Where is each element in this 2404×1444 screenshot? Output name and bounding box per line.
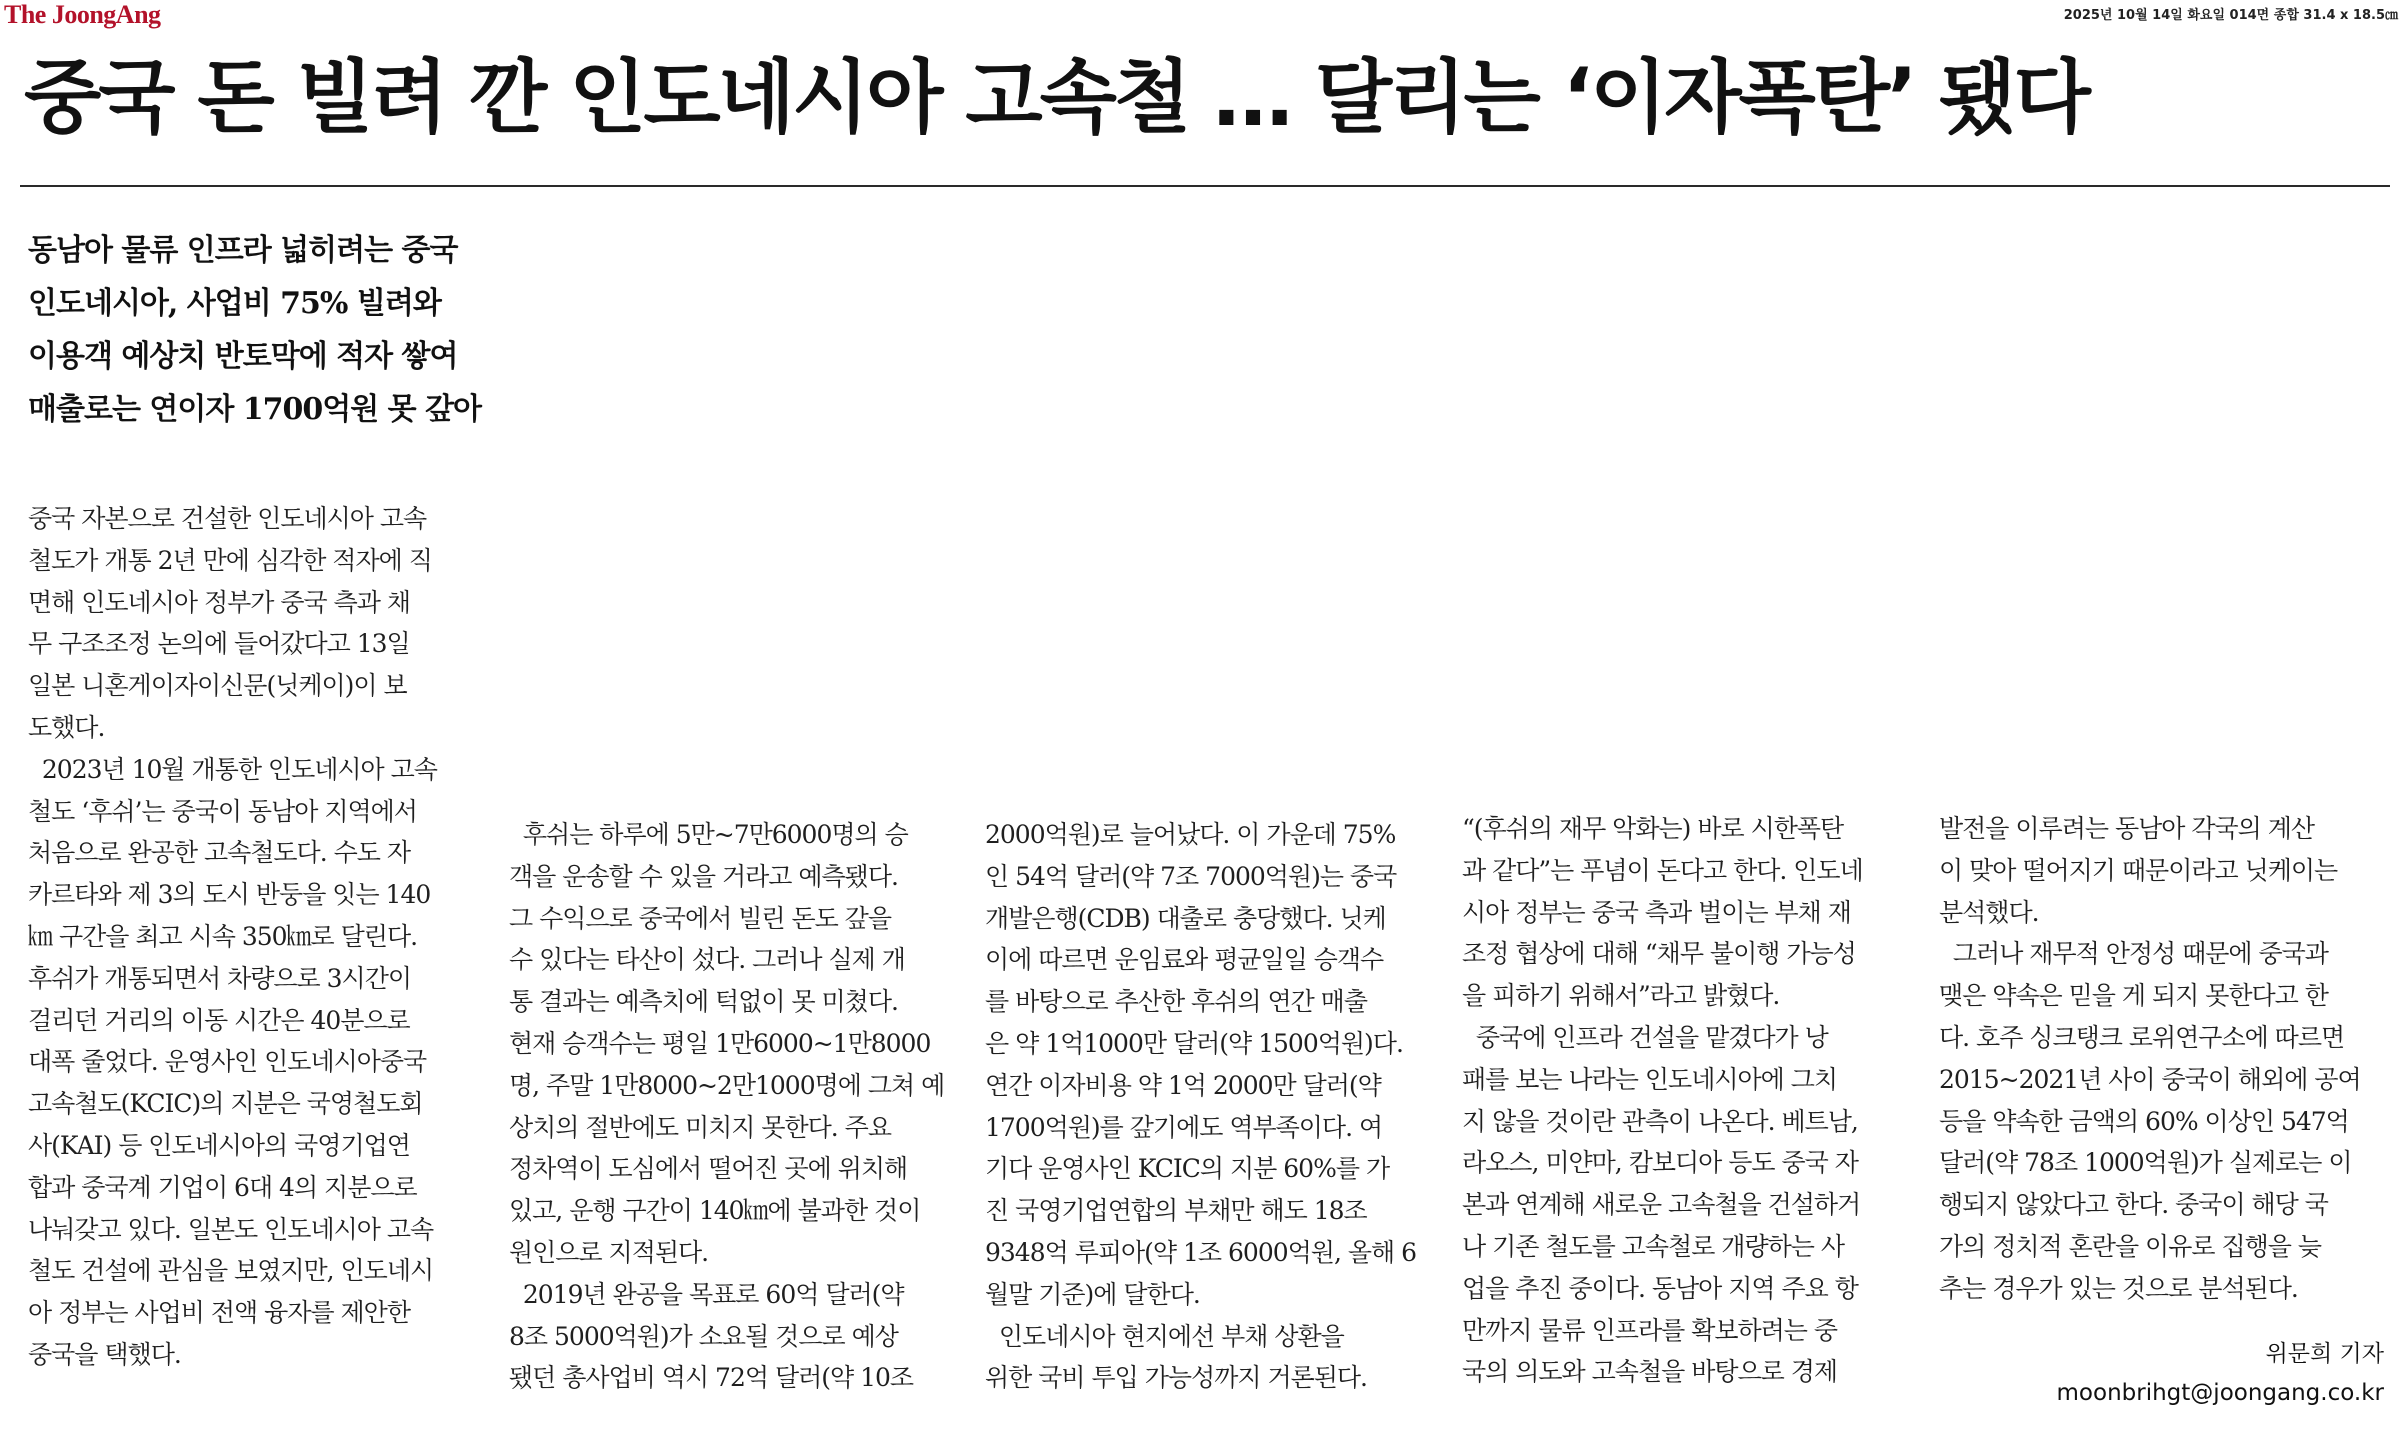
article-text-line: 무 구조조정 논의에 들어갔다고 13일 [28,629,410,659]
article-text-line: 월말 기준)에 달한다. [985,1279,1200,1309]
subheads [28,224,498,436]
article-text-line: 분석했다. [1939,897,2039,927]
article-text-line: 행되지 않았다고 한다. 중국이 해당 국 [1939,1190,2328,1220]
subhead-line: 동남아 물류 인프라 넓히려는 중국 [28,233,458,268]
byline-name: 위문희 기자 [2265,1341,2384,1367]
article-text-line: 발전을 이루려는 동남아 각국의 계산 [1939,814,2315,843]
article-text-line: 카르타와 제 3의 도시 반둥을 잇는 140 [28,880,431,910]
article-text-line: 2000억원)로 늘어났다. 이 가운데 75% [985,820,1396,849]
article-text-line: 합과 중국계 기업이 6대 4의 지분으로 [28,1172,417,1202]
article-text-line: 후쉬가 개통되면서 차량으로 3시간이 [28,963,411,993]
article-text-line: 을 피하기 위해서”라고 밝혔다. [1462,981,1780,1011]
article-text-line: 인 54억 달러(약 7조 7000억원)는 중국 [985,861,1397,891]
article-text-line: 됐던 총사업비 역시 72억 달러(약 10조 [509,1363,914,1393]
subhead-line: 인도네시아, 사업비 75% 빌려와 [28,286,441,321]
article-text-line: 도했다. [28,712,105,742]
article-text-line: 1700억원)를 갚기에도 역부족이다. 여 [985,1112,1383,1142]
article-text-line: 철도가 개통 2년 만에 심각한 적자에 직 [28,545,432,575]
article-text-line: 과 같다”는 푸념이 돈다고 한다. 인도네 [1462,855,1863,885]
article-text-line: 등을 약속한 금액의 60% 이상인 547억 [1939,1106,2349,1136]
article-text-line: 가의 정치적 혼란을 이유로 집행을 늦 [1939,1231,2321,1261]
article-text-line: 추는 경우가 있는 것으로 분석된다. [1939,1273,2298,1303]
article-text-line: 면해 인도네시아 정부가 중국 측과 채 [28,587,410,617]
article-text-line: 시아 정부는 중국 측과 벌이는 부채 재 [1462,897,1851,927]
article-text-line: “(후쉬의 재무 악화는) 바로 시한폭탄 [1462,814,1844,843]
article-text-line: 패를 보는 나라는 인도네시아에 그치 [1462,1064,1838,1094]
article-text-line: 2015~2021년 사이 중국이 해외에 공여 [1939,1064,2361,1094]
article-text-line: 다. 호주 싱크탱크 로위연구소에 따르면 [1939,1022,2345,1052]
byline-email: moonbrihgt@joongang.co.kr [2056,1380,2384,1406]
article-text-line: 국의 의도와 고속철을 바탕으로 경제 [1462,1357,1838,1387]
article-column-1 [28,498,482,1376]
article-text-line: 객을 운송할 수 있을 거라고 예측됐다. [509,861,898,891]
article-text-line: 를 바탕으로 추산한 후쉬의 연간 매출 [985,987,1367,1017]
article-column-3 [985,814,1439,1399]
article-text-line: 원인으로 지적된다. [509,1237,709,1267]
article-text-line: 중국 자본으로 건설한 인도네시아 고속 [28,504,427,533]
article-text-line: 명, 주말 1만8000~2만1000명에 그쳐 예 [509,1070,945,1100]
headline: 중국 돈 빌려 깐 인도네시아 고속철 … 달리는 ‘이자폭탄’ 됐다 [24,51,2088,144]
article-column-5 [1939,808,2393,1310]
article-column-4 [1462,808,1916,1393]
article-text-line: 8조 5000억원)가 소요될 것으로 예상 [509,1321,898,1351]
article-text-line: 맺은 약속은 믿을 게 되지 못한다고 한 [1939,981,2328,1011]
article-text-line: 2023년 10월 개통한 인도네시아 고속 [28,754,437,784]
subhead-line: 이용객 예상치 반토막에 적자 쌓여 [28,339,458,374]
article-text-line: 철도 건설에 관심을 보였지만, 인도네시 [28,1256,434,1286]
article-column-2 [509,814,963,1399]
article-text-line: 연간 이자비용 약 1억 2000만 달러(약 [985,1070,1381,1100]
article-text-line: 정차역이 도심에서 떨어진 곳에 위치해 [509,1154,908,1184]
article-text-line: 지 않을 것이란 관측이 나온다. 베트남, [1462,1106,1858,1136]
article-text-line: 통 결과는 예측치에 턱없이 못 미쳤다. [509,987,898,1017]
article-text-line: 업을 추진 중이다. 동남아 지역 주요 항 [1462,1273,1858,1303]
article-text-line: 진 국영기업연합의 부채만 해도 18조 [985,1196,1367,1226]
article-text-line: 라오스, 미얀마, 캄보디아 등도 중국 자 [1462,1148,1858,1178]
article-text-line: 본과 연계해 새로운 고속철을 건설하거 [1462,1190,1861,1220]
article-text-line: 아 정부는 사업비 전액 융자를 제안한 [28,1298,410,1328]
article-text-line: 그러나 재무적 안정성 때문에 중국과 [1939,939,2328,969]
article-text-line: 은 약 1억1000만 달러(약 1500억원)다. [985,1028,1403,1058]
article-text-line: 이에 따르면 운임료와 평균일일 승객수 [985,945,1384,975]
article-text-line: 일본 니혼게이자이신문(닛케이)이 보 [28,671,407,701]
article-text-line: 대폭 줄었다. 운영사인 인도네시아중국 [28,1047,427,1077]
article-text-line: 철도 ‘후쉬’는 중국이 동남아 지역에서 [28,796,417,826]
article-text-line: 만까지 물류 인프라를 확보하려는 중 [1462,1315,1838,1345]
article-text-line: 기다 운영사인 KCIC의 지분 60%를 가 [985,1154,1390,1184]
article-text-line: 조정 협상에 대해 “채무 불이행 가능성 [1462,939,1856,969]
article-text-line: 나눠갖고 있다. 일본도 인도네시아 고속 [28,1214,434,1244]
article-text-line: 개발은행(CDB) 대출로 충당했다. 닛케 [985,903,1386,933]
article-text-line: 고속철도(KCIC)의 지분은 국영철도회 [28,1089,423,1119]
article-text-line: ㎞ 구간을 최고 시속 350㎞로 달린다. [28,921,418,951]
article-text-line: 나 기존 철도를 고속철로 개량하는 사 [1462,1231,1844,1261]
article-text-line: 걸리던 거리의 이동 시간은 40분으로 [28,1005,410,1035]
article-text-line: 수 있다는 타산이 섰다. 그러나 실제 개 [509,945,905,975]
article-text-line: 중국을 택했다. [28,1339,181,1369]
masthead [0,0,2404,30]
article-text-line: 이 맞아 떨어지기 때문이라고 닛케이는 [1939,855,2338,885]
article-text-line: 후쉬는 하루에 5만~7만6000명의 승 [509,820,908,849]
article-text-line: 중국에 인프라 건설을 맡겼다가 낭 [1462,1022,1828,1052]
article-text-line: 위한 국비 투입 가능성까지 거론된다. [985,1363,1367,1393]
article-text-line: 2019년 완공을 목표로 60억 달러(약 [509,1279,904,1309]
dateline: 2025년 10월 14일 화요일 014면 종합 31.4 x 18.5㎝ [2063,8,2398,23]
article-text-line: 사(KAI) 등 인도네시아의 국영기업연 [28,1130,410,1160]
article-text-line: 9348억 루피아(약 1조 6000억원, 올해 6 [985,1237,1416,1267]
newspaper-logo: The JoongAng [4,0,161,29]
article-text-line: 달러(약 78조 1000억원)가 실제로는 이 [1939,1148,2352,1178]
article-text-line: 처음으로 완공한 고속철도다. 수도 자 [28,838,410,868]
article-text-line: 현재 승객수는 평일 1만6000~1만8000 [509,1028,931,1058]
article-text-line: 그 수익으로 중국에서 빌린 돈도 갚을 [509,903,891,933]
headline-divider [20,185,2390,187]
subhead-line: 매출로는 연이자 1700억원 못 갚아 [28,392,482,427]
article-text-line: 있고, 운행 구간이 140㎞에 불과한 것이 [509,1196,921,1226]
article-text-line: 상치의 절반에도 미치지 못한다. 주요 [509,1112,891,1142]
article-text-line: 인도네시아 현지에선 부채 상환을 [985,1321,1344,1351]
